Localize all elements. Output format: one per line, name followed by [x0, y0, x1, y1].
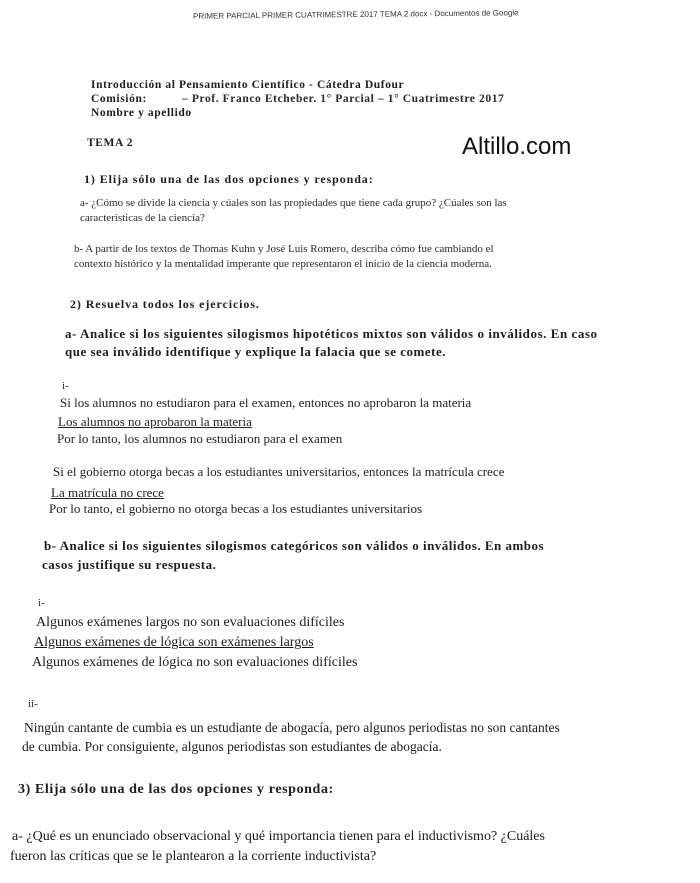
tema-label: TEMA 2	[87, 137, 134, 149]
watermark-text: Altillo.com	[462, 133, 572, 160]
q2-b-line1: b- Analice si los siguientes silogismos categóricos son válidos o inválidos. En ambos	[44, 538, 545, 553]
q3-option-a-line1: a- ¿Qué es un enunciado observacional y qué importancia tienen para el inductivismo? ¿Cuáles	[12, 829, 545, 844]
q3-option-a-line2: fueron las críticas que se le plantearon a la corriente inductivista?	[10, 849, 377, 864]
commission-label: Comisión:	[91, 93, 147, 105]
q2-b-i-premise1: Algunos exámenes largos no son evaluaciones difíciles	[36, 615, 345, 630]
q2-b-ii-line1: Ningún cantante de cumbia es un estudiante de abogacía, pero algunos periodistas no son cantantes	[24, 720, 560, 735]
q2-title: 2) Resuelva todos los ejercicios.	[70, 297, 260, 311]
q1-option-b-line1: b- A partir de los textos de Thomas Kuhn y José Luis Romero, describa cómo fue cambiando el	[74, 243, 494, 255]
document-header-bar: PRIMER PARCIAL PRIMER CUATRIMESTRE 2017 TEMA 2.docx - Documentos de Google	[192, 8, 519, 21]
q2-a-ii-premise2: La matrícula no crece	[51, 485, 164, 500]
q2-a-i-premise2: Los alumnos no aprobaron la materia	[58, 414, 252, 429]
q2-b-i-conclusion: Algunos exámenes de lógica no son evaluaciones difíciles	[32, 655, 358, 670]
q2-a-i-label: i-	[62, 380, 69, 392]
course-title: Introducción al Pensamiento Científico - Cátedra Dufour	[91, 79, 405, 91]
q2-a-i-conclusion: Por lo tanto, los alumnos no estudiaron para el examen	[57, 431, 343, 446]
professor-line: – Prof. Franco Etcheber. 1° Parcial – 1° Cuatrimestre 2017	[182, 93, 505, 105]
q1-title: 1) Elija sólo una de las dos opciones y responda:	[84, 172, 374, 186]
q2-b-i-premise2: Algunos exámenes de lógica son exámenes largos	[34, 635, 314, 650]
q3-title: 3) Elija sólo una de las dos opciones y responda:	[18, 782, 334, 797]
q2-b-ii-line2: de cumbia. Por consiguiente, algunos periodistas son estudiantes de abogacía.	[22, 739, 442, 754]
q2-a-line1: a- Analice si los siguientes silogismos hipotéticos mixtos son válidos o inválidos. En caso	[65, 326, 598, 341]
q2-b-line2: casos justifique su respuesta.	[42, 557, 217, 572]
q2-a-ii-premise1: Si el gobierno otorga becas a los estudiantes universitarios, entonces la matrícula crece	[53, 464, 505, 479]
q2-b-i-label: i-	[38, 597, 45, 609]
q1-option-a-line1: a- ¿Cómo se divide la ciencia y cúales son las propiedades que tiene cada grupo? ¿Cúales son las	[80, 197, 507, 209]
name-field-label: Nombre y apellido	[91, 107, 192, 119]
q2-a-i-premise1: Si los alumnos no estudiaron para el examen, entonces no aprobaron la materia	[60, 395, 472, 410]
q2-a-ii-conclusion: Por lo tanto, el gobierno no otorga becas a los estudiantes universitarios	[49, 501, 423, 516]
q1-option-b-line2: contexto histórico y la mentalidad imperante que representaron el inicio de la ciencia moderna.	[74, 258, 492, 270]
q2-b-ii-label: ii-	[28, 698, 38, 710]
q1-option-a-line2: características de la ciencia?	[80, 212, 205, 224]
q2-a-line2: que sea inválido identifique y explique la falacia que se comete.	[65, 344, 446, 359]
